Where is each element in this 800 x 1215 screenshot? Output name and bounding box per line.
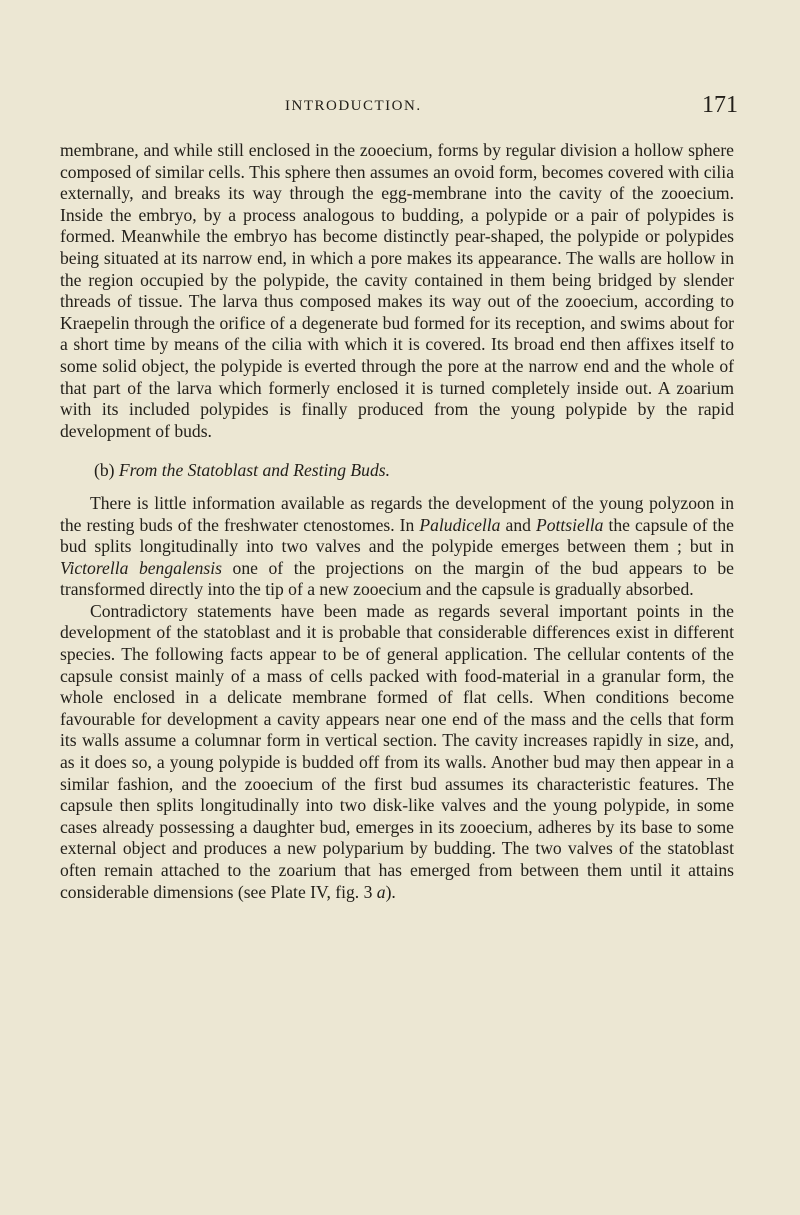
- paragraph-continuation: membrane, and while still enclosed in the zooecium, forms by regular division a hollow sphere composed of similar cells. This sphere then assumes an ovoid form, becomes covered with cilia externally, and breaks its way through the egg-membrane into the cavity of the zooecium. Inside the embryo, by a process analogous to budding, a polypide or a pair of polypides is formed. Meanwhile the embryo has become distinctly pear-shaped, the polypide or polypides being situated at its narrow end, in which a pore makes its appearance. The walls are hollow in the region occupied by the polypide, the cavity contained in them being bridged by slender threads of tissue. The larva thus composed makes its way out of the zooecium, according to Kraepelin through the orifice of a degenerate bud formed for its reception, and swims about for a short time by means of the cilia with which it is covered. Its broad end then affixes itself to some solid object, the polypide is everted through the pore at the narrow end and the whole of that part of the larva which formerly enclosed it is turned completely inside out. A zoarium with its included polypides is finally produced from the young polypide by the rapid development of buds.: [60, 140, 734, 441]
- text-run: one of the projections on the margin of the bud appears to be transformed directly into the tip of a new zooecium and the capsule is gradually absorbed.: [60, 557, 734, 600]
- species-name: Victorella bengalensis: [60, 557, 223, 578]
- text-run: Contradictory statements have been made as regards several important points in the development of the statoblast and it is probable that considerable differences exist in different species. The following facts appear to be of general application. The cellular contents of the capsule consist mainly of a mass of cells packed with food-material in a granular form, the whole enclosed in a delicate membrane formed of flat cells. When conditions become favourable for development a cavity appears near one end of the mass and the cells that form its walls assume a columnar form in vertical section. The cavity increases rapidly in size, and, as it does so, a young polypide is budded off from its walls. Another bud may then appear in a similar fashion, and the zooecium of the first bud assumes its characteristic features. The capsule then splits longitudinally into two disk-like valves and the young polypide, in some cases already possessing a daughter bud, emerges in its zooecium, adheres by its base to some external object and produces a new polyparium by budding. The two valves of the statoblast often remain attached to the zoarium that has emerged from between them until it attains considerable dimensions (see Plate IV, fig. 3: [60, 600, 734, 902]
- genus-name: Paludicella: [419, 514, 501, 535]
- book-page: [60, 92, 738, 903]
- paragraph-resting-buds: [60, 493, 734, 601]
- text-run: ).: [385, 881, 396, 902]
- genus-name: Pottsiella: [535, 514, 604, 535]
- paragraph-statoblast: [60, 601, 734, 903]
- section-subheading: [60, 460, 734, 482]
- figure-letter: a: [376, 881, 386, 902]
- subheading-title: From the Statoblast and Resting Buds.: [118, 460, 390, 481]
- page-number: 171: [702, 92, 738, 118]
- text-run: and: [500, 514, 536, 535]
- text-run: the capsule of the bud splits longitudinally into two valves and the polypide emerges between them ; but in: [60, 514, 734, 557]
- running-title: INTRODUCTION.: [285, 98, 422, 114]
- text-run: There is little information available as regards the development of the young polyzoon in the resting buds of the freshwater ctenostomes. In: [60, 492, 734, 535]
- running-head: [60, 92, 738, 132]
- subheading-label: (b): [94, 460, 115, 481]
